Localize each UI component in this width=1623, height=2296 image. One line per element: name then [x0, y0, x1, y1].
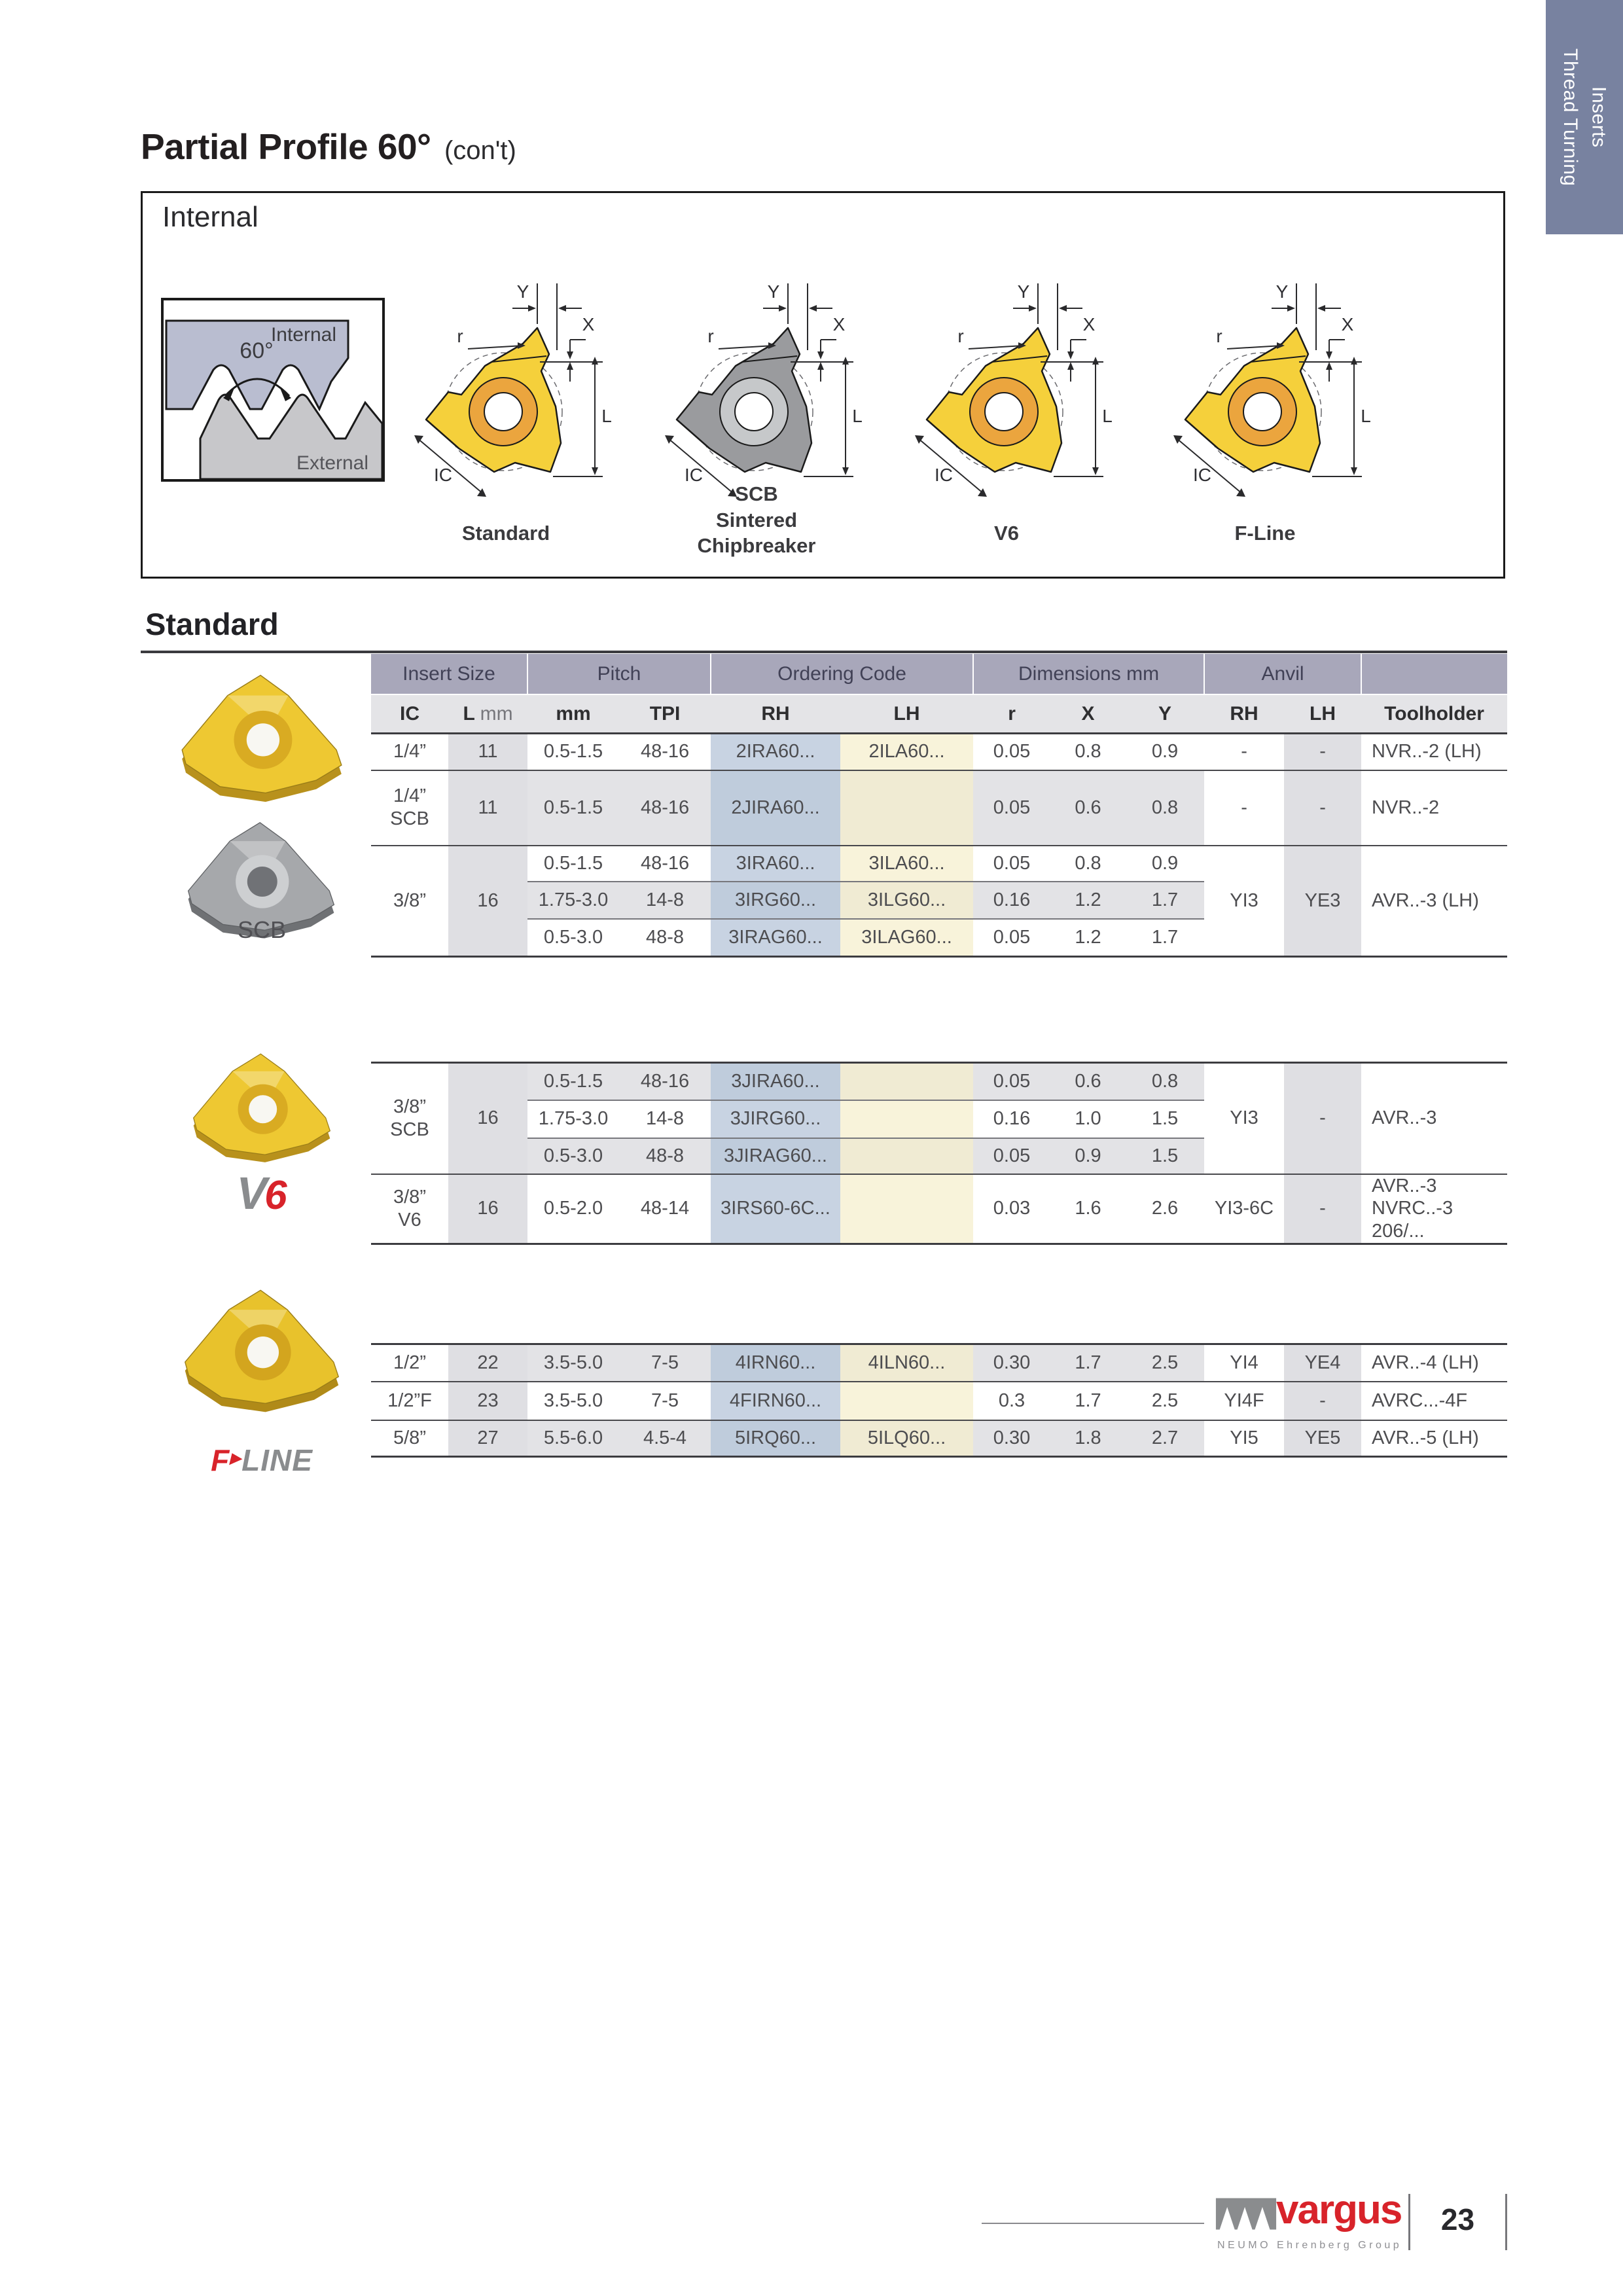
cell-mm: 0.5-2.0	[527, 1174, 619, 1244]
cell-r: 0.05	[973, 1138, 1050, 1174]
cell-tpi: 4.5-4	[619, 1420, 711, 1457]
cell-ic: 3/8”	[371, 846, 448, 957]
cell-r: 0.05	[993, 741, 1031, 762]
chapter-tab-line1: Thread Turning	[1560, 48, 1581, 187]
cell-toolholder: AVR..-3	[1372, 1107, 1437, 1129]
cell-y: 1.5	[1126, 1100, 1204, 1138]
cell-r: 0.30	[973, 1344, 1050, 1382]
cell-l: 16	[448, 846, 527, 957]
cell-ordering-rh: 2IRA60...	[711, 734, 840, 770]
cell-toolholder: NVR..-2 (LH)	[1372, 741, 1482, 762]
section-rule	[141, 651, 1507, 653]
cell-r: 0.05	[973, 770, 1050, 846]
panel-label: Internal	[162, 201, 259, 233]
cell-ordering-lh	[840, 770, 973, 846]
table-column-header-row	[371, 694, 1507, 734]
photo-v6-insert	[164, 1049, 360, 1165]
cell-anvil-rh: YI5	[1204, 1420, 1284, 1457]
cell-r: 0.05	[973, 1063, 1050, 1100]
cell-y: 0.8	[1126, 770, 1204, 846]
col-header-lh: LH	[840, 694, 973, 734]
cell-anvil-rh: YI3	[1204, 846, 1284, 957]
v6-logo-v: V	[236, 1168, 268, 1219]
cell-y: 1.7	[1126, 919, 1204, 957]
insert-diagram-scb	[645, 251, 868, 506]
thread-profile-diagram	[161, 298, 385, 482]
col-header-anvil-lh: LH	[1284, 694, 1361, 734]
cell-anvil-lh: -	[1284, 734, 1361, 770]
internal-zone-label: Internal	[270, 324, 337, 346]
cell-ordering-lh	[840, 1138, 973, 1174]
cell-anvil-rh: YI4	[1230, 1352, 1258, 1373]
cell-tpi: 7-5	[619, 1344, 711, 1382]
chapter-tab-label	[1556, 48, 1613, 186]
dim-l-label: L	[852, 406, 863, 426]
cell-ordering-rh: 4FIRN60...	[711, 1382, 840, 1420]
cell-toolholder: NVR..-2	[1361, 770, 1507, 846]
cell-toolholder: AVR..-3 (LH)	[1361, 846, 1507, 957]
dim-y-label: Y	[1275, 281, 1289, 302]
cell-tpi: 48-16	[640, 741, 690, 762]
cell-tpi: 48-8	[619, 1138, 711, 1174]
col-header-l-unit: mm	[480, 702, 513, 725]
dim-l-label: L	[1361, 406, 1371, 426]
standard-table-block-3	[371, 1343, 1507, 1458]
cell-ordering-lh	[840, 1100, 973, 1138]
cell-l: 22	[448, 1344, 527, 1382]
cell-anvil-rh: -	[1204, 770, 1284, 846]
cell-x: 1.7	[1050, 1382, 1126, 1420]
cell-r: 0.16	[973, 1100, 1050, 1138]
table-row	[371, 1382, 1507, 1420]
cell-ordering-lh: 3ILA60...	[840, 846, 973, 882]
dim-y-label: Y	[516, 281, 529, 302]
caption-line: V6	[994, 522, 1019, 545]
dim-r-label: r	[457, 326, 463, 346]
photo-caption-scb: SCB	[237, 916, 287, 943]
cell-anvil-rh: YI4F	[1204, 1382, 1284, 1420]
table-row	[371, 846, 1507, 882]
cell-ordering-rh: 3JIRA60...	[711, 1063, 840, 1100]
cell-toolholder: AVR..-4 (LH)	[1372, 1352, 1479, 1373]
internal-diagram-panel	[141, 191, 1505, 579]
cell-tpi: 14-8	[619, 882, 711, 919]
group-header-dimensions: Dimensions mm	[973, 654, 1204, 694]
col-header-l-bold: L	[463, 702, 475, 725]
col-header-y: Y	[1126, 694, 1204, 734]
cell-r: 0.30	[973, 1420, 1050, 1457]
caption-scb	[645, 481, 868, 559]
photo-fline-insert	[164, 1284, 360, 1415]
caption-fline	[1154, 520, 1376, 547]
dim-x-label: X	[582, 314, 595, 334]
col-header-tpi: TPI	[619, 694, 711, 734]
cell-r: 0.05	[973, 919, 1050, 957]
caption-line: Chipbreaker	[697, 534, 816, 558]
cell-ic: 3/8” V6	[371, 1174, 448, 1244]
cell-ordering-lh: 4ILN60...	[840, 1344, 973, 1382]
fline-logo-arrow-icon: ▶	[230, 1450, 241, 1466]
dim-ic-label: IC	[434, 465, 452, 485]
cell-anvil-rh: YI3-6C	[1204, 1174, 1284, 1244]
table-row	[371, 1174, 1507, 1244]
table-row	[371, 1344, 1507, 1382]
cell-ordering-rh: 3JIRAG60...	[711, 1138, 840, 1174]
cell-l: 16	[448, 1174, 527, 1244]
cell-l: 11	[448, 770, 527, 846]
cell-toolholder: AVR..-5 (LH)	[1361, 1420, 1507, 1457]
cell-tpi: 48-16	[619, 770, 711, 846]
group-header-anvil: Anvil	[1204, 654, 1361, 694]
cell-anvil-lh: -	[1284, 1174, 1361, 1244]
cell-x: 0.8	[1075, 741, 1101, 762]
table-row	[371, 1420, 1507, 1457]
insert-diagram-standard	[395, 251, 617, 506]
col-header-x: X	[1050, 694, 1126, 734]
dim-ic-label: IC	[685, 465, 703, 485]
dim-ic-label: IC	[935, 465, 953, 485]
cell-ordering-rh: 4IRN60...	[711, 1344, 840, 1382]
cell-ordering-lh: 2ILA60...	[840, 734, 973, 770]
dim-r-label: r	[707, 326, 714, 346]
cell-anvil-lh: -	[1284, 1063, 1361, 1174]
dim-r-label: r	[1216, 326, 1222, 346]
fline-logo-line: LINE	[241, 1443, 313, 1477]
cell-ic: 1/4”	[393, 741, 426, 762]
dim-l-label: L	[601, 406, 612, 426]
cell-anvil-lh: YE4	[1284, 1344, 1361, 1382]
cell-toolholder: AVR..-3 NVRC..-3 206/...	[1361, 1174, 1507, 1244]
cell-tpi: 48-14	[619, 1174, 711, 1244]
caption-standard	[395, 520, 617, 547]
cell-ic: 5/8”	[371, 1420, 448, 1457]
cell-anvil-lh: YE3	[1284, 846, 1361, 957]
cell-ordering-lh	[840, 1063, 973, 1100]
cell-ordering-lh: 3ILAG60...	[840, 919, 973, 957]
cell-r: 0.16	[973, 882, 1050, 919]
cell-ic: 1/4” SCB	[371, 770, 448, 846]
col-header-l	[448, 694, 527, 734]
table-row	[371, 1063, 1507, 1100]
cell-r: 0.05	[973, 846, 1050, 882]
cell-mm: 0.5-1.5	[527, 770, 619, 846]
page-number: 23	[1440, 2202, 1475, 2236]
col-header-anvil-rh: RH	[1204, 694, 1284, 734]
cell-ordering-rh: 3IRS60-6C...	[711, 1174, 840, 1244]
cell-y: 1.7	[1126, 882, 1204, 919]
cell-x: 1.7	[1050, 1344, 1126, 1382]
cell-ic: 1/2”	[393, 1352, 426, 1373]
cell-mm: 1.75-3.0	[527, 1100, 619, 1138]
cell-l: 11	[448, 734, 527, 770]
insert-diagram-fline	[1154, 251, 1376, 506]
cell-r: 0.03	[973, 1174, 1050, 1244]
cell-y: 0.8	[1126, 1063, 1204, 1100]
cell-x: 0.6	[1050, 770, 1126, 846]
table-row	[371, 734, 1507, 770]
cell-tpi: 7-5	[619, 1382, 711, 1420]
photo-standard-insert	[167, 669, 357, 805]
cell-tpi: 48-16	[619, 846, 711, 882]
chapter-tab	[1546, 0, 1623, 234]
cell-anvil-lh: -	[1284, 770, 1361, 846]
cell-mm: 3.5-5.0	[527, 1382, 619, 1420]
cell-x: 0.6	[1050, 1063, 1126, 1100]
external-zone-label: External	[296, 452, 369, 474]
cell-x: 1.2	[1050, 919, 1126, 957]
cell-y: 2.5	[1126, 1344, 1204, 1382]
cell-l: 27	[448, 1420, 527, 1457]
caption-line: F-Line	[1234, 522, 1296, 545]
cell-ordering-rh: 3IRA60...	[711, 846, 840, 882]
dim-ic-label: IC	[1193, 465, 1211, 485]
vargus-logo-icon	[1215, 2197, 1277, 2232]
cell-y: 1.5	[1126, 1138, 1204, 1174]
cell-ordering-rh: 5IRQ60...	[711, 1420, 840, 1457]
cell-ordering-lh	[840, 1382, 973, 1420]
cell-toolholder: AVRC...-4F	[1361, 1382, 1507, 1420]
cell-ordering-rh: 3IRG60...	[711, 882, 840, 919]
group-header-ordering-code: Ordering Code	[711, 654, 973, 694]
cell-y: 2.5	[1126, 1382, 1204, 1420]
cell-ic: 1/2”F	[371, 1382, 448, 1420]
cell-y: 2.7	[1126, 1420, 1204, 1457]
col-header-r: r	[973, 694, 1050, 734]
cell-tpi: 48-8	[619, 919, 711, 957]
cell-x: 1.2	[1050, 882, 1126, 919]
cell-l: 16	[448, 1063, 527, 1174]
footer-group-name: NEUMO Ehrenberg Group	[1217, 2240, 1402, 2251]
standard-table-block-1	[371, 654, 1507, 958]
group-header-insert-size: Insert Size	[371, 654, 527, 694]
footer-rule	[982, 2223, 1204, 2224]
footer-divider-bar	[1505, 2194, 1507, 2250]
cell-ordering-rh: 3IRAG60...	[711, 919, 840, 957]
cell-ordering-rh: 3JIRG60...	[711, 1100, 840, 1138]
cell-anvil-rh: -	[1241, 741, 1247, 762]
group-header-blank	[1361, 654, 1507, 694]
cell-y: 0.9	[1151, 741, 1179, 762]
chapter-tab-line2: Inserts	[1588, 86, 1610, 148]
cell-r: 0.3	[973, 1382, 1050, 1420]
col-header-ic: IC	[371, 694, 448, 734]
cell-ordering-lh	[840, 1174, 973, 1244]
page-title	[141, 126, 516, 168]
cell-anvil-lh: -	[1284, 1382, 1361, 1420]
insert-diagram-v6	[895, 251, 1118, 506]
cell-x: 1.8	[1050, 1420, 1126, 1457]
table-row	[371, 770, 1507, 846]
cell-ordering-lh: 3ILG60...	[840, 882, 973, 919]
cell-ordering-lh: 5ILQ60...	[840, 1420, 973, 1457]
dim-y-label: Y	[1017, 281, 1030, 302]
vargus-wordmark: vargus	[1276, 2187, 1402, 2233]
cell-x: 1.0	[1050, 1100, 1126, 1138]
cell-mm: 0.5-3.0	[527, 919, 619, 957]
standard-table-block-2	[371, 1062, 1507, 1245]
cell-anvil-rh: YI3	[1230, 1107, 1258, 1129]
cell-y: 2.6	[1126, 1174, 1204, 1244]
fline-logo-f: F	[211, 1443, 230, 1477]
cell-l: 23	[448, 1382, 527, 1420]
cell-tpi: 48-16	[619, 1063, 711, 1100]
cell-anvil-lh: YE5	[1284, 1420, 1361, 1457]
group-header-pitch: Pitch	[527, 654, 711, 694]
caption-line: Standard	[461, 522, 550, 545]
fline-logo	[164, 1445, 360, 1475]
v6-logo	[164, 1168, 360, 1219]
caption-v6	[895, 520, 1118, 547]
dim-x-label: X	[1082, 314, 1096, 334]
cell-x: 0.8	[1050, 846, 1126, 882]
cell-mm: 5.5-6.0	[527, 1420, 619, 1457]
v6-logo-six: 6	[264, 1173, 287, 1218]
angle-label: 60°	[240, 338, 274, 363]
cell-tpi: 14-8	[619, 1100, 711, 1138]
cell-x: 0.9	[1050, 1138, 1126, 1174]
dim-l-label: L	[1102, 406, 1113, 426]
col-header-toolholder: Toolholder	[1361, 694, 1507, 734]
page-title-main: Partial Profile 60°	[141, 126, 431, 167]
cell-mm: 0.5-1.5	[543, 741, 603, 762]
caption-line: Sintered	[715, 508, 798, 531]
cell-mm: 0.5-1.5	[527, 1063, 619, 1100]
dim-x-label: X	[1341, 314, 1354, 334]
page-title-suffix: (con't)	[444, 136, 516, 165]
section-title: Standard	[145, 607, 279, 641]
table-group-header-row	[371, 654, 1507, 694]
caption-line: SCB	[735, 482, 778, 505]
cell-ordering-rh: 2JIRA60...	[711, 770, 840, 846]
dim-x-label: X	[832, 314, 846, 334]
cell-mm: 1.75-3.0	[527, 882, 619, 919]
cell-mm: 3.5-5.0	[527, 1344, 619, 1382]
cell-mm: 0.5-3.0	[527, 1138, 619, 1174]
cell-x: 1.6	[1050, 1174, 1126, 1244]
dim-y-label: Y	[767, 281, 780, 302]
col-header-mm: mm	[527, 694, 619, 734]
cell-y: 0.9	[1126, 846, 1204, 882]
cell-ic: 3/8” SCB	[390, 1096, 429, 1140]
cell-mm: 0.5-1.5	[527, 846, 619, 882]
col-header-rh: RH	[711, 694, 840, 734]
dim-r-label: r	[957, 326, 964, 346]
